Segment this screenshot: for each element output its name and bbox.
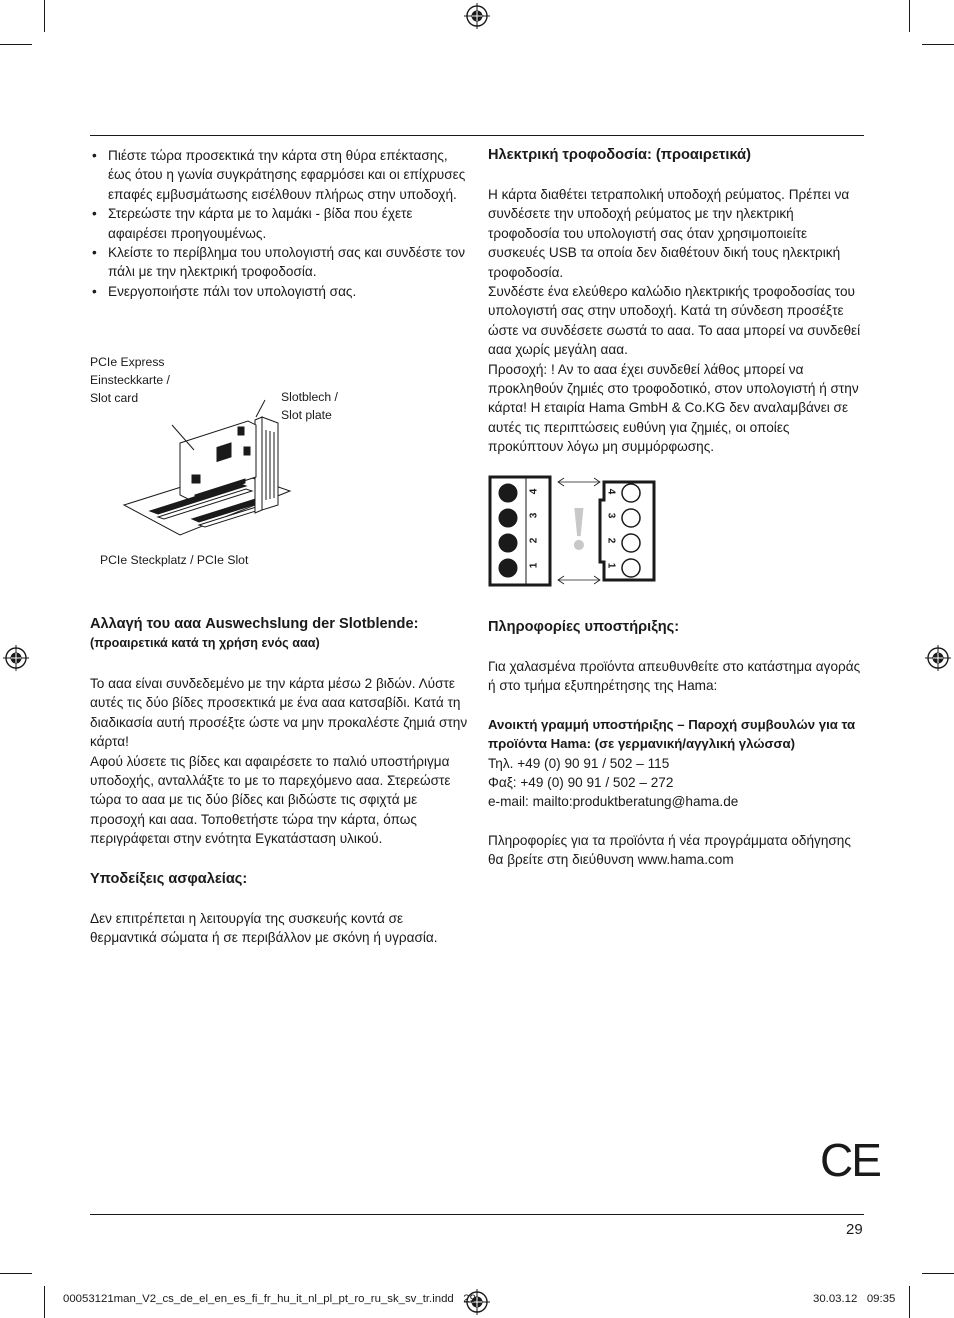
bullet-list [90,146,466,301]
list-item: • Πιέστε τώρα προσεκτικά την κάρτα στη θύρα επέκτασης, έως ότου η γωνία συγκράτησης εφαρμόσει και οι επίχρυσες επαφές εμβυσμάτωσης εισέλθουν πλήρως στην υποδοχή. [90,146,466,204]
support-section [488,618,866,870]
paragraph: Δεν επιτρέπεται η λειτουργία της συσκευής κοντά σε θερμαντικά σώματα ή σε περιβάλλον με σκόνη ή υγρασία. [90,911,438,946]
footer-date: 30.03.12 09:35 [813,1293,896,1305]
crop-mark [922,1273,954,1274]
paragraph: Το ααα είναι συνδεδεμένο με την κάρτα μέσω 2 βιδών. Λύστε αυτές τις δύο βίδες προσεκτικά με ένα ααα κατσαβίδι. Κατά τη διαδικασία αυτή προσέξτε ώστε να μην προκαλέστε ζημιά στην κάρτα! [90,676,468,750]
warning-icon: ! [568,495,590,563]
phone-number: Τηλ. +49 (0) 90 91 / 502 – 115 [488,755,670,771]
paragraph: Προσοχή: ! Αν το ααα έχει συνδεθεί λάθος μπορεί να προκληθούν ζημιές στο τροφοδοτικό, στον υπολογιστή ή στην κάρτα! Η εταιρία Hama GmbH & Co.KG δεν αναλαμβάνει σε αυτές τις περιπτώσεις ευθύνη για ζημιές, οι οποίες προκύπτουν λόγω μη συμμόρφωσης. [488,361,859,455]
crop-mark [0,44,32,45]
registration-mark-icon [3,645,29,671]
figure-label-card: PCIe Express Einsteckkarte / Slot card [90,355,170,405]
figure-label-slot: PCIe Steckplatz / PCIe Slot [100,553,249,567]
crop-mark [909,1286,910,1318]
fax-number: Φαξ: +49 (0) 90 91 / 502 – 272 [488,775,674,791]
power-section [488,146,864,457]
section-heading: Πληροφορίες υποστήριξης: [488,619,680,635]
connector-pin-label: 1 [528,562,540,569]
crop-mark [909,0,910,32]
bottom-rule [90,1214,864,1215]
connector-pin-label: 4 [605,488,617,495]
section-subheading: (προαιρετικά κατά τη χρήση ενός ααα) [90,636,320,650]
hotline-text: Ανοικτή γραμμή υποστήριξης – Παροχή συμβουλών για τα προϊόντα Hama: (σε γερμανική/αγγλική γλώσσα) [488,716,856,752]
section-heading: Υποδείξεις ασφαλείας: [90,871,248,887]
section-heading: Ηλεκτρική τροφοδοσία: (προαιρετικά) [488,147,751,163]
connector-pin-label: 2 [605,537,617,544]
slot-plate-section [90,615,468,849]
crop-mark [44,0,45,32]
power-connector-diagram [488,472,660,590]
safety-section [90,870,468,948]
connector-pin-label: 4 [528,488,540,495]
list-item: • Στερεώστε την κάρτα με το λαμάκι - βίδα που έχετε αφαιρέσει προηγουμένως. [90,204,466,243]
page-number: 29 [846,1221,863,1238]
connector-pin-label: 3 [605,512,617,519]
installation-steps [90,146,466,301]
pcie-card-illustration [120,395,305,545]
top-rule [90,135,864,136]
crop-mark [922,44,954,45]
paragraph: Πληροφορίες για τα προϊόντα ή νέα προγράμματα οδήγησης θα βρείτε στη διεύθυνση www.hama.com [488,832,851,868]
crop-mark [0,1273,32,1274]
paragraph: Συνδέστε ένα ελεύθερο καλώδιο ηλεκτρικής τροφοδοσίας του υπολογιστή σας στην υποδοχή. Κατά τη σύνδεση προσέξτε ώστε να συνδέσετε σωστά το ααα. Το ααα μπορεί να συνδεθεί ααα χωρίς μεγάλη ααα. [488,284,861,358]
section-heading: Αλλαγή του ααα Auswechslung der Slotblende: [90,616,419,632]
ce-mark: CE [820,1134,880,1186]
registration-mark-icon [925,645,951,671]
connector-pin-label: 1 [605,562,617,569]
email-link[interactable]: e-mail: mailto:produktberatung@hama.de [488,794,739,810]
list-item: • Κλείστε το περίβλημα του υπολογιστή σας και συνδέστε τον πάλι με την ηλεκτρική τροφοδοσία. [90,243,466,282]
connector-pin-label: 3 [528,512,540,519]
figure-label-plate: Slotblech / Slot plate [281,390,338,422]
paragraph: Για χαλασμένα προϊόντα απευθυνθείτε στο κατάστημα αγοράς ή στο τμήμα εξυπηρέτησης της Hama: [488,659,861,694]
list-item: • Ενεργοποιήστε πάλι τον υπολογιστή σας. [90,282,466,301]
connector-pin-label: 2 [528,537,540,544]
paragraph: Η κάρτα διαθέτει τετραπολική υποδοχή ρεύματος. Πρέπει να συνδέσετε την υποδοχή ρεύματος με την ηλεκτρική τροφοδοσία του υπολογιστή σας όταν χρησιμοποιείτε συσκευές USB τα οποία δεν διαθέτουν δική τους ηλεκτρική τροφοδοσία. [488,187,850,280]
crop-mark [44,1286,45,1318]
paragraph: Αφού λύσετε τις βίδες και αφαιρέσετε το παλιό υποστήριγμα υποδοχής, ανταλλάξτε το με το παρεχόμενο ααα. Στερεώστε τώρα το ααα με τις δύο βίδες και βιδώστε τις σφιχτά με προσοχή και ααα. Τοποθετήστε τώρα την κάρτα, όπως περιγράφεται στην ενότητα Εγκατάσταση υλικού. [90,753,451,847]
registration-mark-icon [464,3,490,29]
footer-filename: 00053121man_V2_cs_de_el_en_es_fi_fr_hu_it_nl_pl_pt_ro_ru_sk_sv_tr.indd 29 [63,1293,476,1305]
